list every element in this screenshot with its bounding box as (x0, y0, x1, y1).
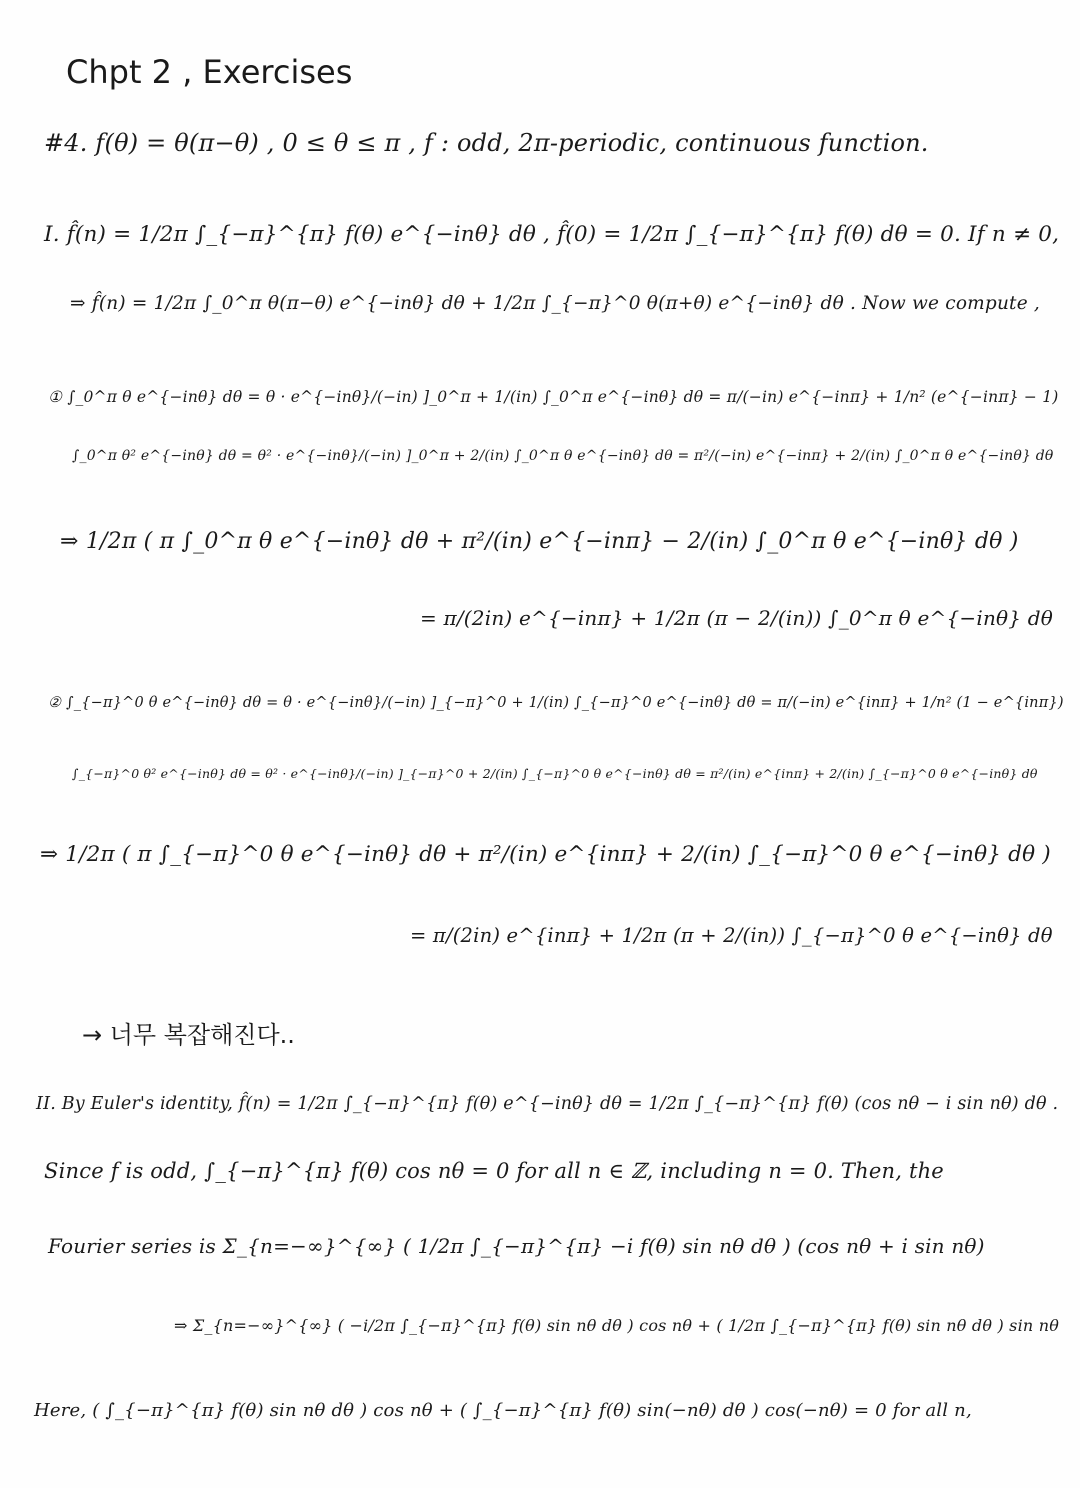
part2-here-line: Here, ( ∫_{−π}^{π} f(θ) sin nθ dθ ) cos nθ + ( ∫_{−π}^{π} f(θ) sin(−nθ) dθ ) cos(−nθ) = 0 for all n, (34, 1400, 972, 1421)
step2-equation-b: ∫_{−π}^0 θ² e^{−inθ} dθ = θ² · e^{−inθ}/(−in) ]_{−π}^0 + 2/(in) ∫_{−π}^0 θ e^{−inθ} dθ = π²/(in) e^{inπ} + 2/(in) ∫_{−π}^0 θ e^{−inθ} dθ (72, 766, 1038, 781)
part2-series-split-line: ⇒ Σ_{n=−∞}^{∞} ( −i/2π ∫_{−π}^{π} f(θ) sin nθ dθ ) cos nθ + ( 1/2π ∫_{−π}^{π} f(θ) sin nθ dθ ) sin nθ (174, 1316, 1060, 1335)
step2-combined-line: ⇒ 1/2π ( π ∫_{−π}^0 θ e^{−inθ} dθ + π²/(in) e^{inπ} + 2/(in) ∫_{−π}^0 θ e^{−inθ} dθ ) (40, 842, 1051, 867)
part2-euler-line: II. By Euler's identity, f̂(n) = 1/2π ∫_{−π}^{π} f(θ) e^{−inθ} dθ = 1/2π ∫_{−π}^{π} f(θ) (cos nθ − i sin nθ) dθ . (36, 1094, 1059, 1114)
step1-combined-line: ⇒ 1/2π ( π ∫_0^π θ e^{−inθ} dθ + π²/(in) e^{−inπ} − 2/(in) ∫_0^π θ e^{−inθ} dθ ) (60, 529, 1019, 554)
step1-result-line: = π/(2in) e^{−inπ} + 1/2π (π − 2/(in)) ∫_0^π θ e^{−inθ} dθ (420, 606, 1053, 630)
page-title: Chpt 2 , Exercises (66, 53, 353, 91)
step1-equation-b: ∫_0^π θ² e^{−inθ} dθ = θ² · e^{−inθ}/(−in) ]_0^π + 2/(in) ∫_0^π θ e^{−inθ} dθ = π²/(−in) e^{−inπ} + 2/(in) ∫_0^π θ e^{−inθ} dθ (72, 448, 1054, 464)
part2-fourier-series-line: Fourier series is Σ_{n=−∞}^{∞} ( 1/2π ∫_{−π}^{π} −i f(θ) sin nθ dθ ) (cos nθ + i sin nθ) (48, 1234, 985, 1258)
step2-result-line: = π/(2in) e^{inπ} + 1/2π (π + 2/(in)) ∫_{−π}^0 θ e^{−inθ} dθ (410, 924, 1053, 947)
step2-equation-a: ② ∫_{−π}^0 θ e^{−inθ} dθ = θ · e^{−inθ}/(−in) ]_{−π}^0 + 1/(in) ∫_{−π}^0 e^{−inθ} dθ = π/(−in) e^{inπ} + 1/n² (1 − e^{inπ}) (48, 695, 1064, 711)
step1-equation-a: ① ∫_0^π θ e^{−inθ} dθ = θ · e^{−inθ}/(−in) ]_0^π + 1/(in) ∫_0^π e^{−inθ} dθ = π/(−in) e^{−inπ} + 1/n² (e^{−inπ} − 1) (48, 388, 1059, 406)
remark-too-complicated: → 너무 복잡해진다.. (82, 1021, 295, 1049)
part1-split-integral-line: ⇒ f̂(n) = 1/2π ∫_0^π θ(π−θ) e^{−inθ} dθ + 1/2π ∫_{−π}^0 θ(π+θ) e^{−inθ} dθ . Now we compute , (70, 293, 1041, 314)
problem-statement: #4. f(θ) = θ(π−θ) , 0 ≤ θ ≤ π , f : odd, 2π-periodic, continuous function. (44, 129, 929, 157)
part2-odd-function-line: Since f is odd, ∫_{−π}^{π} f(θ) cos nθ = 0 for all n ∈ ℤ, including n = 0. Then, the (44, 1159, 944, 1183)
part1-definition-line: I. f̂(n) = 1/2π ∫_{−π}^{π} f(θ) e^{−inθ} dθ , f̂(0) = 1/2π ∫_{−π}^{π} f(θ) dθ = 0. If n ≠ 0, (44, 222, 1060, 247)
